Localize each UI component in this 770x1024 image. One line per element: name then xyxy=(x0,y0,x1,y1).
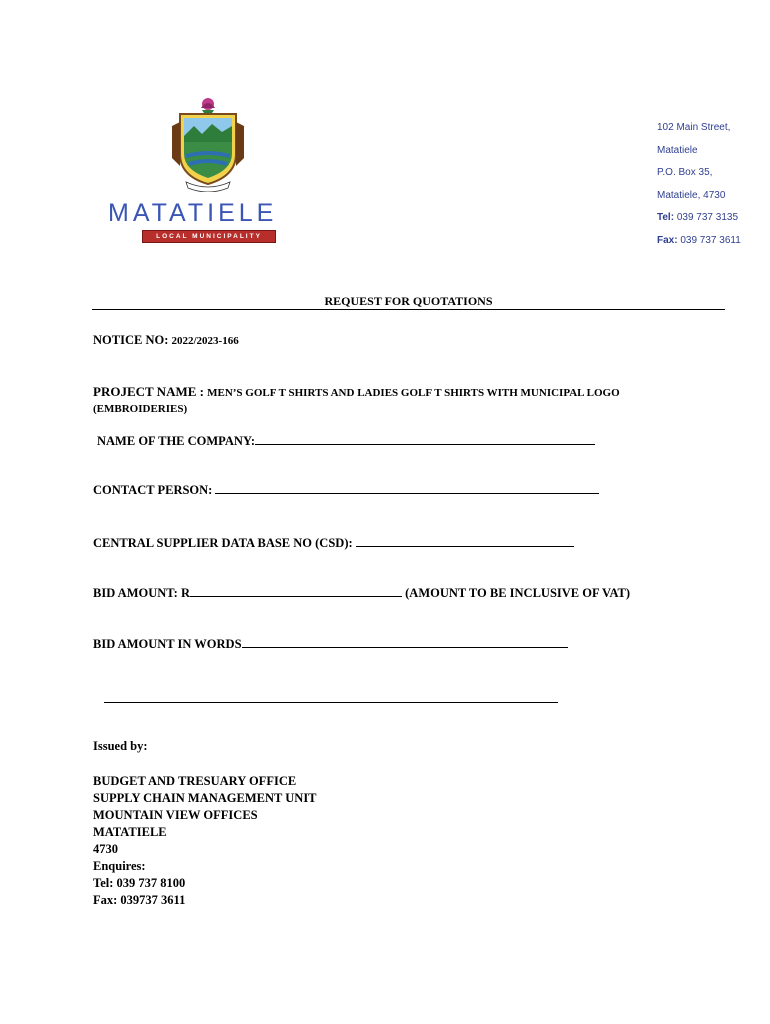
title-rule xyxy=(92,309,725,310)
bid-amount-row xyxy=(93,586,630,601)
contact-row xyxy=(93,483,599,498)
contact-field[interactable] xyxy=(215,483,599,494)
municipal-crest-icon xyxy=(168,96,248,192)
bid-words-field[interactable] xyxy=(242,637,568,648)
issuer-line: MATATIELE xyxy=(93,825,167,839)
csd-row xyxy=(93,536,574,551)
issuer-line: Enquires: xyxy=(93,859,146,873)
document-title xyxy=(92,294,725,309)
project-value: MEN’S GOLF T SHIRTS AND LADIES GOLF T SHIRTS WITH MUNICIPAL LOGO xyxy=(207,387,620,399)
project-label: PROJECT NAME : xyxy=(93,384,204,399)
company-label: NAME OF THE COMPANY: xyxy=(97,434,255,448)
fax-label: Fax: xyxy=(657,234,678,246)
bid-amount-field[interactable] xyxy=(190,586,402,597)
csd-label: CENTRAL SUPPLIER DATA BASE NO (CSD): xyxy=(93,536,353,550)
issuer-line: SUPPLY CHAIN MANAGEMENT UNIT xyxy=(93,791,317,805)
issuer-line: MOUNTAIN VIEW OFFICES xyxy=(93,808,258,822)
notice-row xyxy=(93,333,239,348)
tel-value: 039 737 3135 xyxy=(676,212,738,223)
bid-words-field-line2[interactable] xyxy=(104,702,558,703)
address-town: Matatiele xyxy=(657,144,698,156)
issuer-line: 4730 xyxy=(93,842,118,856)
bid-words-row xyxy=(93,637,568,652)
project-value-line2: (EMBROIDERIES) xyxy=(93,403,188,415)
company-field[interactable] xyxy=(255,434,595,445)
address-street: 102 Main Street, xyxy=(657,122,731,133)
bid-amount-label: BID AMOUNT: R xyxy=(93,586,190,600)
address-fax xyxy=(657,235,741,258)
address-postal: Matatiele, 4730 xyxy=(657,189,726,201)
notice-label: NOTICE NO: xyxy=(93,333,169,347)
address-po-box: P.O. Box 35, xyxy=(657,167,713,178)
issuer-line: Fax: 039737 3611 xyxy=(93,893,186,907)
brand-subtitle: LOCAL MUNICIPALITY xyxy=(142,230,276,243)
issued-by-label: Issued by: xyxy=(93,739,148,753)
project-row xyxy=(93,384,620,400)
company-row xyxy=(97,434,595,449)
issuer-line: Tel: 039 737 8100 xyxy=(93,876,186,890)
bid-amount-note: (AMOUNT TO BE INCLUSIVE OF VAT) xyxy=(405,586,631,600)
fax-value: 039 737 3611 xyxy=(680,234,741,246)
issuer-block xyxy=(93,773,317,909)
csd-field[interactable] xyxy=(356,536,574,547)
notice-value: 2022/2023-166 xyxy=(171,335,239,347)
address-block xyxy=(657,122,741,257)
document-title-text: REQUEST FOR QUOTATIONS xyxy=(324,294,493,308)
tel-label: Tel: xyxy=(657,212,675,223)
issuer-line: BUDGET AND TRESUARY OFFICE xyxy=(93,774,297,788)
bid-words-label: BID AMOUNT IN WORDS xyxy=(93,637,242,651)
address-tel xyxy=(657,212,741,235)
brand-name: MATATIELE xyxy=(108,199,278,227)
contact-label: CONTACT PERSON: xyxy=(93,483,213,497)
